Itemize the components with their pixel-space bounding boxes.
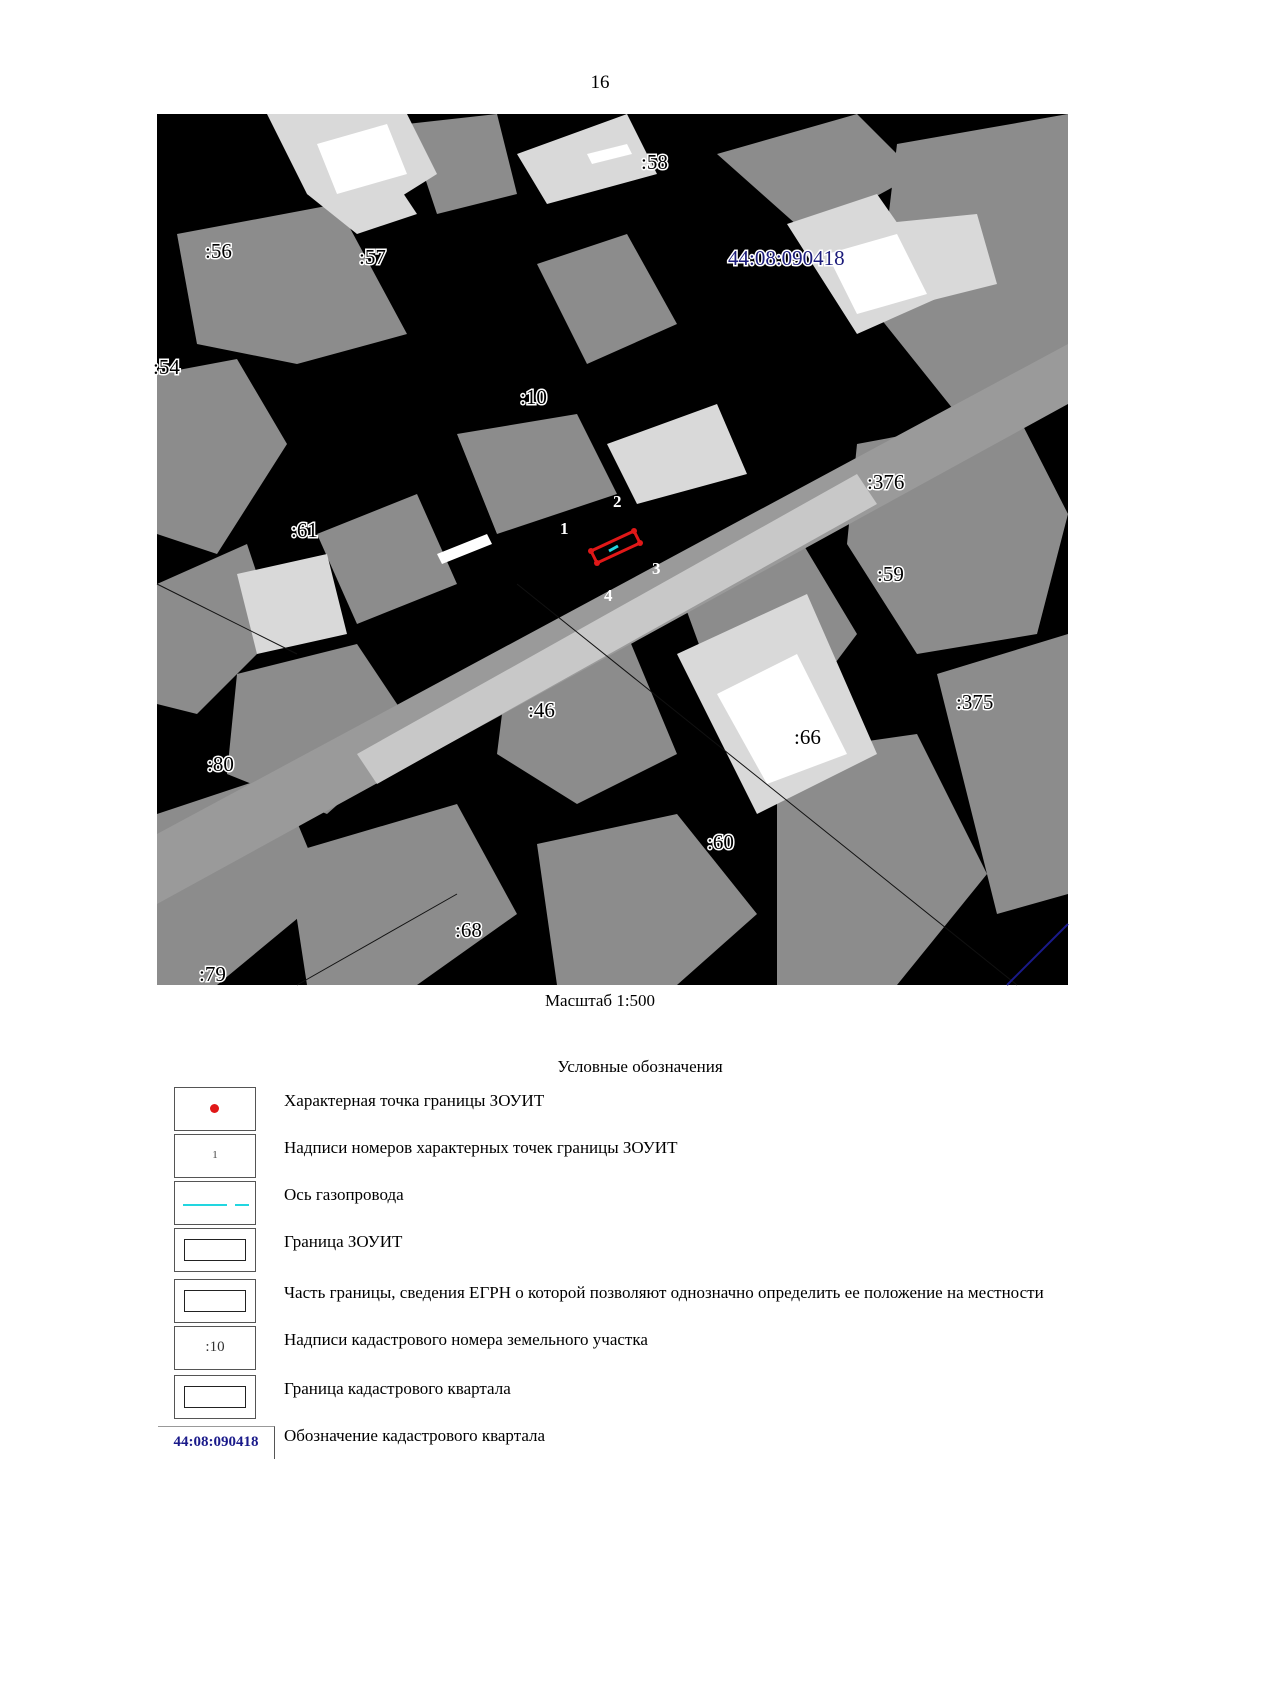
legend-item (174, 1279, 1074, 1325)
legend-item (174, 1181, 1074, 1227)
aerial-photo-layer (153, 114, 1068, 986)
parcel-label: :61 (291, 518, 318, 542)
legend-symbol-box (174, 1228, 256, 1272)
legend-item (174, 1326, 1074, 1372)
parcel-label: :59 (877, 562, 904, 586)
red-dot-icon (210, 1104, 219, 1113)
legend-title: Условные обозначения (557, 1057, 723, 1076)
point-number-sample: 1 (212, 1149, 218, 1161)
legend-text: Обозначение кадастрового квартала (284, 1426, 546, 1445)
map-scale: Масштаб 1:500 (544, 991, 656, 1010)
parcel-label: :79 (199, 962, 226, 986)
gas-axis-line-icon (175, 1182, 255, 1224)
legend-text: Граница кадастрового квартала (284, 1379, 511, 1398)
parcel-label: :375 (956, 690, 994, 714)
parcel-label: :58 (641, 150, 668, 174)
parcel-label: :56 (205, 239, 232, 263)
point-label-2: 2 (613, 492, 622, 511)
legend-symbol-box (174, 1279, 256, 1323)
legend-text: Часть границы, сведения ЕГРН о которой позволяют однозначно определить ее положение на местности (284, 1283, 1044, 1302)
legend-symbol-box (174, 1375, 256, 1419)
point-label-4: 4 (604, 586, 613, 605)
legend-text: Надписи кадастрового номера земельного участка (284, 1330, 648, 1349)
legend-symbol-box (174, 1326, 256, 1370)
point-label-3: 3 (652, 559, 661, 578)
parcel-label: :376 (867, 470, 905, 494)
legend-text: Граница ЗОУИТ (284, 1232, 403, 1251)
cadastral-number-sample: :10 (205, 1339, 225, 1355)
legend-symbol-box (174, 1134, 256, 1178)
legend-item (174, 1228, 1074, 1274)
parcel-label: :57 (359, 245, 386, 269)
legend-item (174, 1134, 1074, 1180)
legend-item (174, 1087, 1074, 1133)
parcel-label: :10 (520, 385, 547, 409)
parcel-label: :60 (707, 830, 734, 854)
legend-item (174, 1375, 1074, 1421)
cadastral-map (153, 114, 1068, 986)
point-label-1: 1 (560, 519, 569, 538)
legend-symbol-box (174, 1181, 256, 1225)
parcel-label: :46 (528, 698, 555, 722)
quarter-boundary-icon (184, 1386, 246, 1408)
legend-text: Надписи номеров характерных точек границы ЗОУИТ (284, 1138, 678, 1157)
legend-text: Ось газопровода (284, 1185, 404, 1204)
legend-text: Характерная точка границы ЗОУИТ (284, 1091, 545, 1110)
egrn-boundary-icon (184, 1290, 246, 1312)
legend-symbol-box (174, 1087, 256, 1131)
page-number: 16 (590, 72, 610, 93)
quarter-label-sample-text: 44:08:090418 (173, 1434, 259, 1450)
zouit-boundary-icon (184, 1239, 246, 1261)
parcel-label: :68 (455, 918, 482, 942)
quarter-label: 44:08:090418 (728, 246, 845, 270)
parcel-label: :80 (207, 752, 234, 776)
parcel-label: :66 (794, 725, 821, 749)
legend-item (174, 1422, 1074, 1468)
parcel-label: :54 (153, 355, 180, 379)
